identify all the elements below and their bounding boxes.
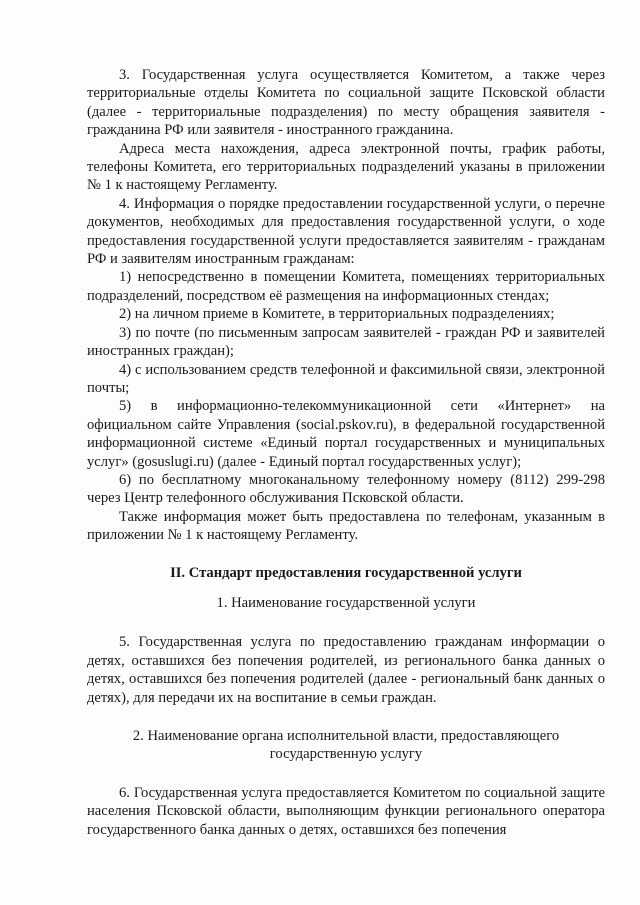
list-item-2: 2) на личном приеме в Комитете, в территориальных подразделениях; [119,306,555,323]
paragraph-4: 4. Информация о порядке предоставлении государственной услуги, о перечне документов, необходимых для предоставления государственной услуги, о ходе предоставления государственной услуги предоставляется заявителям - гражданам РФ и заявителям иностранным гражданам: [87,195,605,268]
paragraph-3: 3. Государственная услуга осуществляется Комитетом, а также через территориальные отделы Комитета по социальной защите Псковской области (далее - территориальные подразделения) по месту обращения заявителя - гражданина РФ или заявителя - иностранного гражданина. [87,67,605,139]
paragraph-5: 5. Государственная услуга по предоставлению гражданам информации о детях, оставшихся без попечения родителей, из регионального банка данных о детях, оставшихся без попечения родителей (далее - региональный банк данных о детях), для передачи их на воспитание в семьи граждан. [87,634,605,706]
subsection-heading-1: 1. Наименование государственной услуги [216,594,476,611]
list-item-6: 6) по бесплатному многоканальному телефонному номеру (8112) 299-298 через Центр телефонного обслуживания Псковской области. [87,471,605,507]
list-item-4: 4) с использованием средств телефонной и факсимильной связи, электронной почты; [87,361,605,396]
list-item-5: 5) в информационно-телекоммуникационной сети «Интернет» на официальном сайте Управления (social.pskov.ru), в федеральной государственной информационной системе «Единый портал государственных и муниципальных услуг» (gosuslugi.ru) (далее - Единый портал государственных услуг); [87,398,605,470]
list-item-1: 1) непосредственно в помещении Комитета, помещениях территориальных подразделений, посредством её размещения на информационных стендах; [87,269,605,304]
paragraph-6: 6. Государственная услуга предоставляется Комитетом по социальной защите населения Псковской области, выполняющим функции регионального оператора государственного банка данных о детях, оставшихся без попечения [87,784,605,838]
section-heading: II. Стандарт предоставления государственной услуги [170,564,522,581]
subsection-heading-2: 2. Наименование органа исполнительной власти, предоставляющего государственную услугу [132,728,560,763]
document-body [87,66,605,839]
paragraph-3-addresses: Адреса места нахождения, адреса электронной почты, график работы, телефоны Комитета, его территориальных подразделений указаны в приложении № 1 к настоящему Регламенту. [87,140,605,194]
list-item-3: 3) по почте (по письменным запросам заявителей - граждан РФ и заявителей иностранных граждан); [87,324,605,360]
paragraph-4-phones: Также информация может быть предоставлена по телефонам, указанным в приложении № 1 к настоящему Регламенту. [87,508,605,544]
